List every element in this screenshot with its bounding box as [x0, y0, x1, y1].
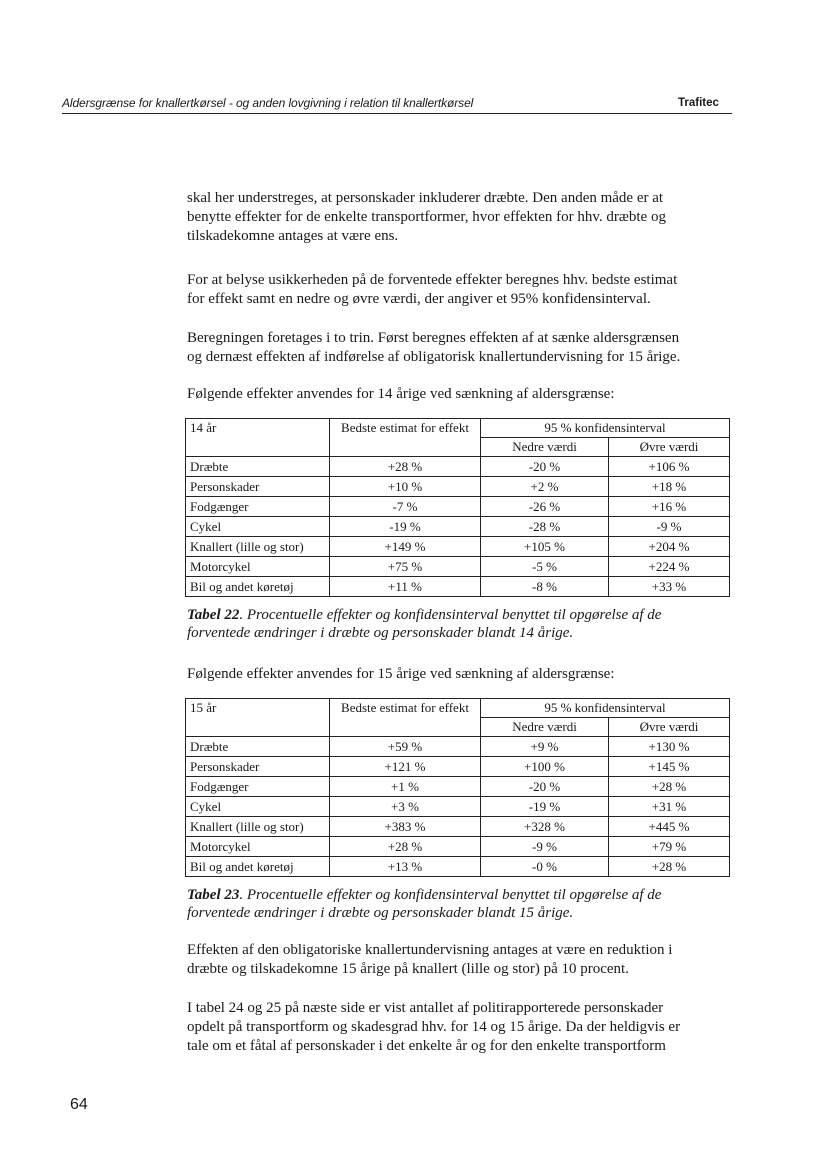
paragraph-uncertainty: For at belyse usikkerheden på de forventede effekter beregnes hhv. bedste estimat for effekt samt en nedre og øvre værdi, der angiver et 95% konfidensinterval. [187, 272, 678, 307]
table-row: Bil og andet køretøj +13 % -0 % +28 % [186, 857, 730, 877]
table-ci-header: 95 % konfidensinterval [481, 699, 730, 718]
table-lower-header: Nedre værdi [481, 438, 609, 457]
table-22-caption: Tabel 22. Procentuelle effekter og konfidensinterval benyttet til opgørelse af de forventede ændringer i dræbte og personskader blandt 14 årige. [187, 607, 662, 641]
paragraph-intro-table-23: Følgende effekter anvendes for 15 årige ved sænkning af aldersgrænse: [187, 666, 615, 682]
table-row: Cykel -19 % -28 % -9 % [186, 517, 730, 537]
table-ci-header: 95 % konfidensinterval [481, 419, 730, 438]
table-row: Personskader +121 % +100 % +145 % [186, 757, 730, 777]
table-row: Motorcykel +28 % -9 % +79 % [186, 837, 730, 857]
table-row: Motorcykel +75 % -5 % +224 % [186, 557, 730, 577]
table-row: Dræbte +59 % +9 % +130 % [186, 737, 730, 757]
running-header-title: Aldersgrænse for knallertkørsel - og anden lovgivning i relation til knallertkørsel [62, 96, 474, 110]
table-best-estimate-header: Bedste estimat for effekt [330, 419, 481, 457]
table-23 [185, 698, 730, 877]
table-row: Bil og andet køretøj +11 % -8 % +33 % [186, 577, 730, 597]
table-age-header: 14 år [186, 419, 330, 457]
page-number: 64 [70, 1096, 88, 1113]
table-row: Cykel +3 % -19 % +31 % [186, 797, 730, 817]
paragraph-injuries-definition: skal her understreges, at personskader inkluderer dræbte. Den anden måde er at benytte effekter for de enkelte transportformer, hvor effekten for hhv. dræbte og tilskadekomne antages at være ens. [187, 190, 666, 244]
table-upper-header: Øvre værdi [609, 718, 730, 737]
paragraph-intro-table-22: Følgende effekter anvendes for 14 årige ved sænkning af aldersgrænse: [187, 386, 615, 402]
paragraph-two-steps: Beregningen foretages i to trin. Først beregnes effekten af at sænke aldersgrænsen og dernæst effekten af indførelse af obligatorisk knallertundervisning for 15 årige. [187, 330, 681, 365]
table-row: Fodgænger +1 % -20 % +28 % [186, 777, 730, 797]
header-rule [62, 113, 732, 114]
table-22 [185, 418, 730, 597]
table-lower-header: Nedre værdi [481, 718, 609, 737]
running-header-publisher: Trafitec [678, 97, 719, 109]
table-row: Knallert (lille og stor) +149 % +105 % +204 % [186, 537, 730, 557]
table-23-caption: Tabel 23. Procentuelle effekter og konfidensinterval benyttet til opgørelse af de forventede ændringer i dræbte og personskader blandt 15 årige. [187, 887, 662, 921]
caption-label: Tabel 22 [187, 607, 240, 623]
caption-label: Tabel 23 [187, 887, 240, 903]
table-row: Knallert (lille og stor) +383 % +328 % +445 % [186, 817, 730, 837]
paragraph-mandatory-training: Effekten af den obligatoriske knallertundervisning antages at være en reduktion i dræbte og tilskadekomne 15 årige på knallert (lille og stor) på 10 procent. [187, 942, 673, 977]
table-age-header: 15 år [186, 699, 330, 737]
table-row: Personskader +10 % +2 % +18 % [186, 477, 730, 497]
table-upper-header: Øvre værdi [609, 438, 730, 457]
table-row: Dræbte +28 % -20 % +106 % [186, 457, 730, 477]
table-row: Fodgænger -7 % -26 % +16 % [186, 497, 730, 517]
paragraph-tables-24-25: I tabel 24 og 25 på næste side er vist antallet af politirapporterede personskader opdelt på transportform og skadesgrad hhv. for 14 og 15 årige. Da der heldigvis er tale om et fåtal af personskader i det enkelte år og for den enkelte transportform [187, 1000, 681, 1054]
table-best-estimate-header: Bedste estimat for effekt [330, 699, 481, 737]
